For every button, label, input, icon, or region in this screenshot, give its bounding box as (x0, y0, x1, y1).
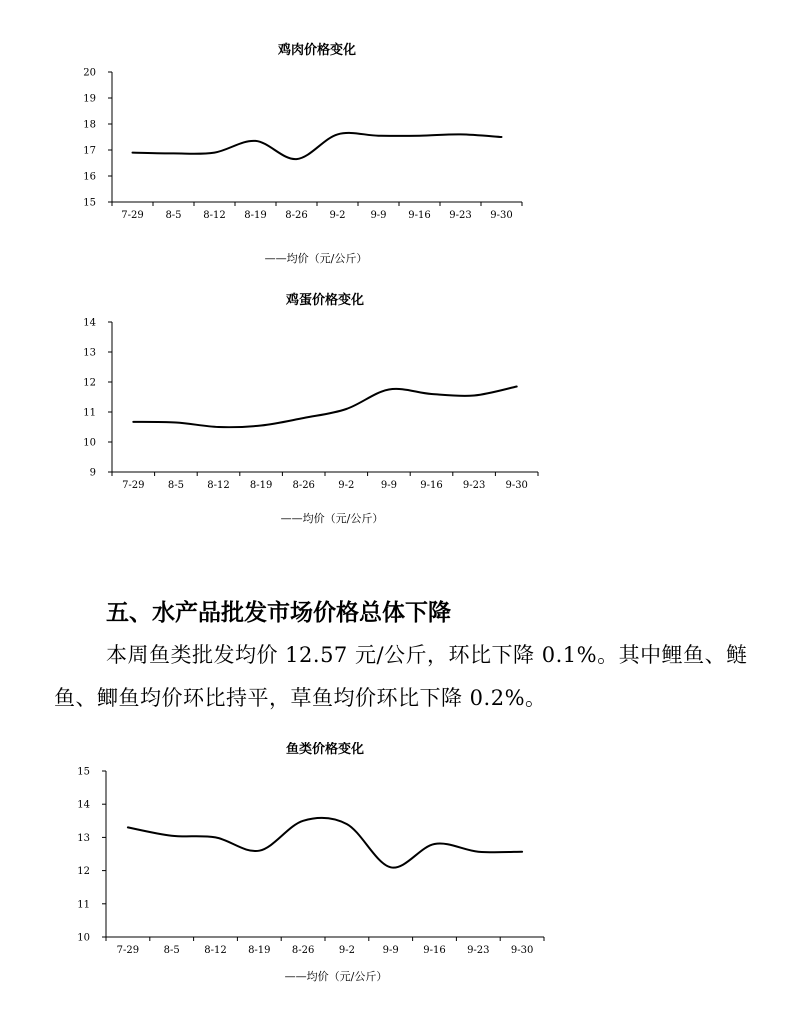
chart-title: 鱼类价格变化 (285, 742, 365, 757)
chicken-price-chart-svg (0, 38, 798, 270)
chart-title: 鸡肉价格变化 (277, 43, 357, 58)
y-tick-label: 15 (83, 197, 96, 209)
series-line (133, 387, 516, 428)
x-tick-label: 9-2 (338, 480, 355, 491)
x-tick-label: 8-12 (204, 945, 227, 956)
x-tick-label: 9-30 (510, 945, 534, 956)
y-tick-label: 9 (89, 467, 96, 479)
legend-entry: ——均价（元/公斤） (280, 512, 384, 525)
x-tick-label: 9-9 (370, 210, 387, 221)
y-tick-label: 20 (83, 67, 96, 79)
x-tick-label: 9-16 (408, 210, 431, 221)
legend-entry: ——均价（元/公斤） (284, 970, 388, 983)
x-tick-label: 7-29 (116, 945, 140, 956)
x-tick-label: 8-19 (248, 945, 271, 956)
chicken-price-chart (0, 38, 798, 270)
y-tick-label: 18 (83, 119, 96, 131)
y-tick-label: 13 (77, 832, 90, 844)
x-tick-label: 9-2 (338, 945, 355, 956)
x-tick-label: 8-26 (291, 945, 315, 956)
x-tick-label: 9-23 (462, 480, 486, 491)
section-body: 本周鱼类批发均价 12.57 元/公斤，环比下降 0.1%。其中鲤鱼、鲢鱼、鲫鱼均价环比持平，草鱼均价环比下降 0.2%。 (54, 643, 748, 710)
y-tick-label: 12 (77, 866, 90, 878)
legend-entry: ——均价（元/公斤） (264, 252, 368, 265)
x-tick-label: 8-12 (203, 210, 226, 221)
x-tick-label: 8-19 (249, 480, 273, 491)
y-tick-label: 11 (83, 407, 96, 419)
fish-price-chart-svg (0, 742, 798, 992)
x-tick-label: 7-29 (121, 210, 144, 221)
egg-price-chart-svg (0, 292, 798, 532)
x-tick-label: 9-16 (423, 945, 446, 956)
egg-price-chart (0, 292, 798, 532)
series-line (128, 818, 522, 868)
y-tick-label: 19 (83, 93, 96, 105)
y-tick-label: 14 (77, 799, 90, 811)
x-tick-label: 8-5 (165, 210, 182, 221)
x-tick-label: 8-19 (244, 210, 267, 221)
x-tick-label: 9-9 (382, 945, 399, 956)
x-tick-label: 8-26 (292, 480, 315, 491)
x-tick-label: 9-30 (490, 210, 513, 221)
x-tick-label: 8-26 (285, 210, 308, 221)
y-tick-label: 14 (83, 317, 96, 329)
x-tick-label: 9-16 (420, 480, 443, 491)
y-tick-label: 13 (83, 347, 96, 359)
x-tick-label: 8-12 (207, 480, 230, 491)
y-tick-label: 11 (77, 899, 90, 911)
x-tick-label: 9-9 (380, 480, 397, 491)
y-tick-label: 15 (77, 766, 90, 778)
x-tick-label: 9-23 (467, 945, 490, 956)
y-tick-label: 17 (83, 145, 96, 157)
section-heading: 五、水产品批发市场价格总体下降 (106, 600, 451, 626)
fish-price-chart (0, 742, 798, 992)
x-tick-label: 8-5 (163, 945, 180, 956)
chart-title: 鸡蛋价格变化 (285, 293, 365, 308)
x-tick-label: 9-30 (505, 480, 528, 491)
y-tick-label: 12 (83, 377, 96, 389)
y-tick-label: 10 (83, 437, 96, 449)
series-line (133, 133, 502, 159)
x-tick-label: 8-5 (167, 480, 184, 491)
x-tick-label: 9-2 (329, 210, 346, 221)
y-tick-label: 10 (77, 932, 90, 944)
x-tick-label: 9-23 (449, 210, 472, 221)
x-tick-label: 7-29 (122, 480, 145, 491)
y-tick-label: 16 (83, 171, 96, 183)
